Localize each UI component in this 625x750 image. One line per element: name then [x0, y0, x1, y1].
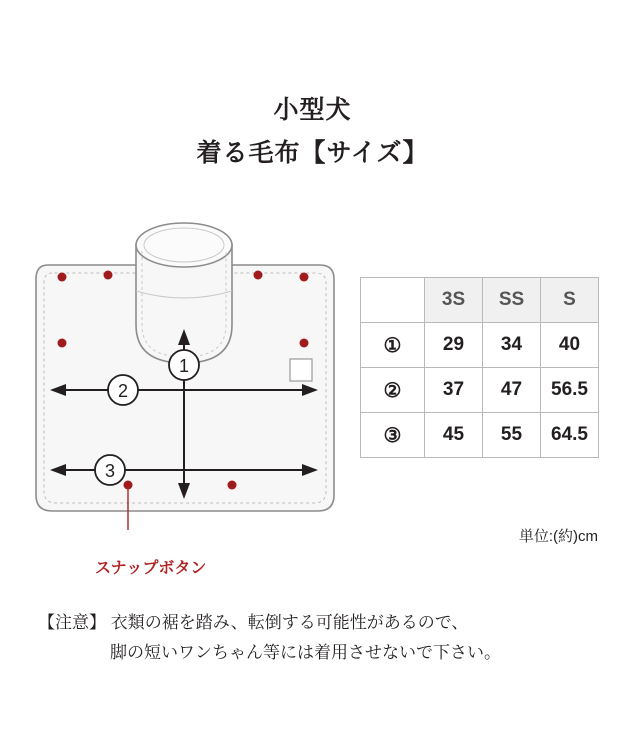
table-cell-1-3s: 29	[425, 323, 483, 368]
snap-button	[104, 271, 113, 280]
snap-button	[58, 339, 67, 348]
table-cell-3-3s: 45	[425, 413, 483, 458]
table-corner-cell	[361, 278, 425, 323]
caution-note	[38, 608, 598, 668]
hood-opening	[136, 223, 232, 267]
snap-button	[254, 271, 263, 280]
snap-button	[58, 273, 67, 282]
caution-line-2: 脚の短いワンちゃん等には着用させないで下さい。	[110, 642, 501, 662]
table-cell-2-s: 56.5	[541, 368, 599, 413]
table-cell-3-s: 64.5	[541, 413, 599, 458]
snap-button	[228, 481, 237, 490]
table-cell-2-ss: 47	[483, 368, 541, 413]
table-row-label-1: ①	[361, 323, 425, 368]
table-row-label-2: ②	[361, 368, 425, 413]
snap-button	[300, 339, 309, 348]
tag-square	[290, 359, 312, 381]
table-cell-1-ss: 34	[483, 323, 541, 368]
snap-button	[300, 273, 309, 282]
label-1-text: 1	[178, 356, 190, 376]
title-line-2: 着る毛布【サイズ】	[196, 139, 429, 167]
table-col-ss: SS	[483, 278, 541, 323]
label-2-text: 2	[117, 381, 129, 401]
table-row	[361, 413, 599, 458]
table-header-row	[361, 278, 599, 323]
page-title	[0, 98, 625, 166]
table-col-3s: 3S	[425, 278, 483, 323]
title-line-1: 小型犬	[273, 96, 352, 124]
table-cell-1-s: 40	[541, 323, 599, 368]
snap-button-label: スナップボタン	[95, 560, 207, 577]
table-col-s: S	[541, 278, 599, 323]
size-table	[360, 277, 599, 458]
table-row	[361, 368, 599, 413]
table-cell-2-3s: 37	[425, 368, 483, 413]
caution-line-1: 【注意】 衣類の裾を踏み、転倒する可能性があるので、	[38, 613, 469, 632]
blanket-illustration	[18, 195, 358, 595]
table-cell-3-ss: 55	[483, 413, 541, 458]
size-table-wrap	[360, 277, 598, 458]
product-diagram	[18, 195, 358, 595]
table-row-label-3: ③	[361, 413, 425, 458]
table-row	[361, 323, 599, 368]
unit-note: 単位:(約)cm	[518, 528, 598, 545]
label-3-text: 3	[104, 461, 116, 481]
